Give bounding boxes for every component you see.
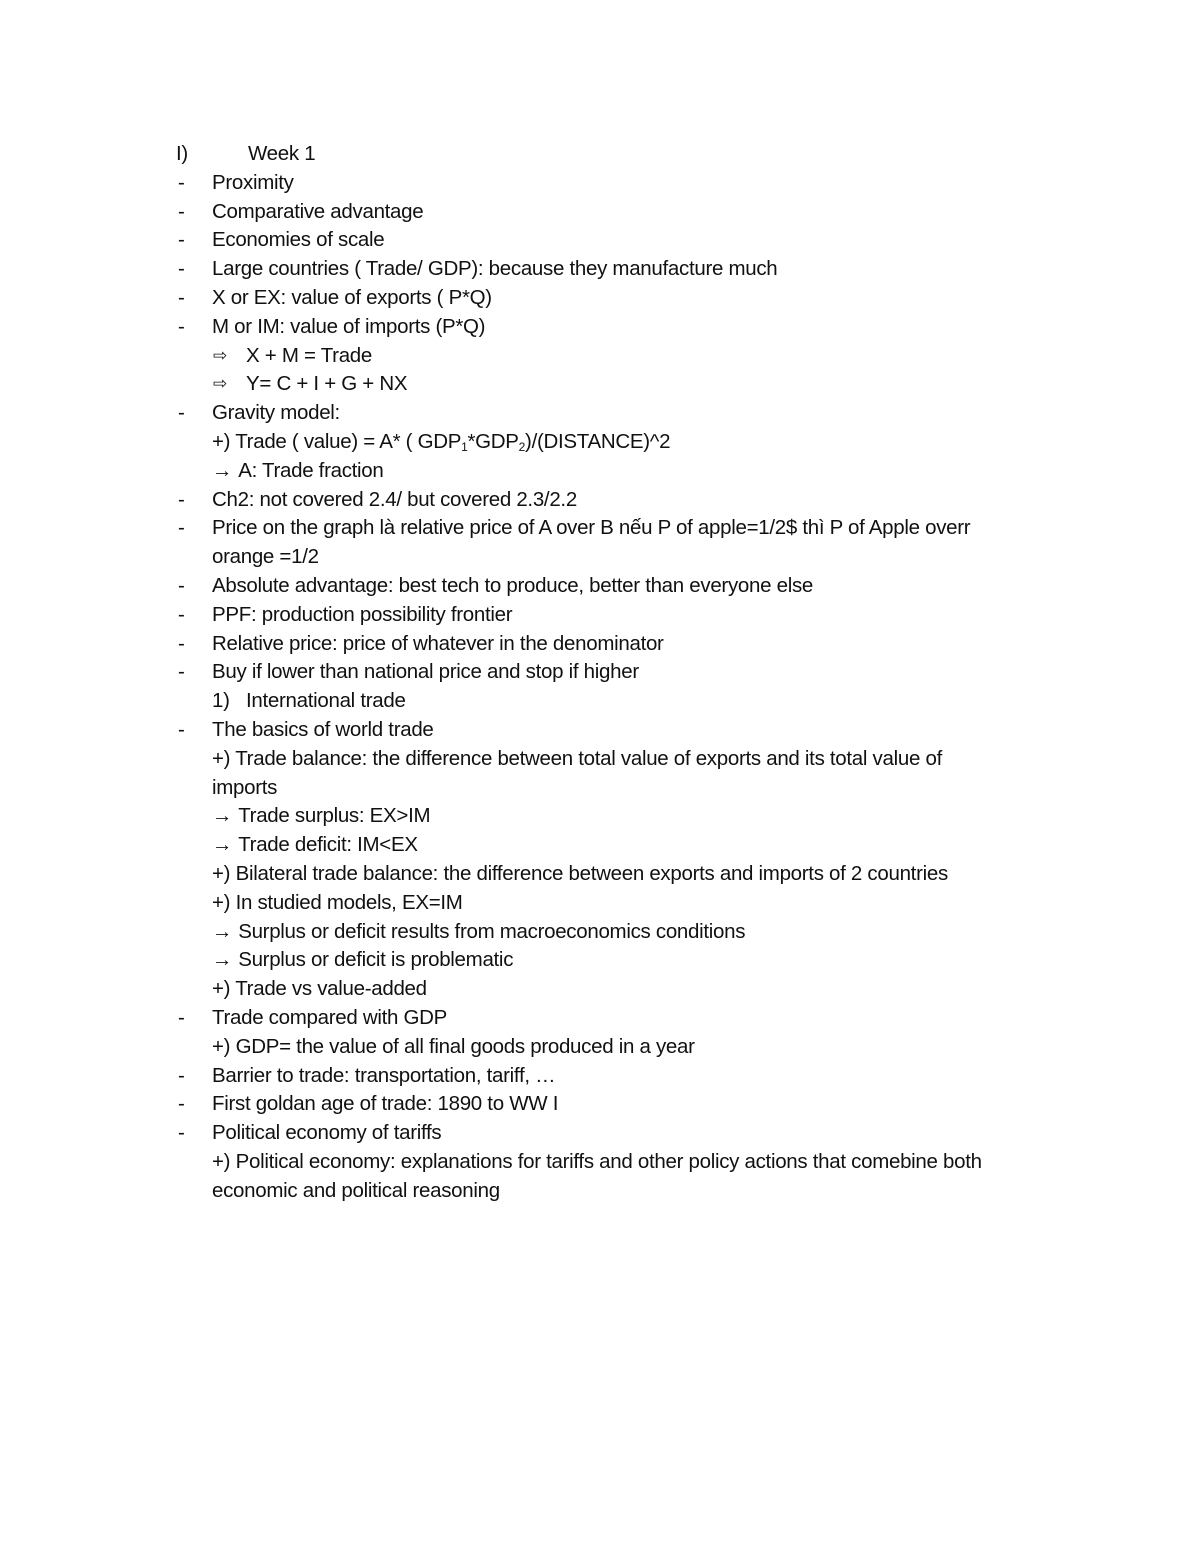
list-item-text: Political economy of tariffs bbox=[212, 1121, 442, 1145]
list-item-text: Price on the graph là relative price of A over B nếu P of apple=1/2$ thì P of Apple overr bbox=[212, 516, 971, 540]
dash-bullet: - bbox=[178, 314, 185, 338]
right-arrow-icon: → bbox=[212, 919, 233, 943]
list-item bbox=[176, 255, 1076, 284]
list-item bbox=[176, 514, 1076, 543]
list-item-text: Ch2: not covered 2.4/ but covered 2.3/2.2 bbox=[212, 487, 577, 511]
list-item bbox=[176, 716, 1076, 745]
arrow-note bbox=[176, 946, 1076, 975]
formula-part: )/(DISTANCE)^2 bbox=[525, 429, 671, 453]
dash-bullet: - bbox=[178, 516, 185, 540]
list-item-text: Buy if lower than national price and stop if higher bbox=[212, 660, 639, 684]
arrow-sub-item-text: Y= C + I + G + NX bbox=[246, 372, 408, 396]
dash-bullet: - bbox=[178, 573, 185, 597]
list-item bbox=[176, 658, 1076, 687]
plus-note-text: +) In studied models, EX=IM bbox=[212, 890, 463, 914]
list-item bbox=[176, 601, 1076, 630]
dash-bullet: - bbox=[178, 1005, 185, 1029]
formula-subscript: 1 bbox=[461, 439, 468, 454]
dash-bullet: - bbox=[178, 717, 185, 741]
dash-bullet: - bbox=[178, 257, 185, 281]
right-arrow-icon: → bbox=[212, 948, 233, 972]
dash-bullet: - bbox=[178, 1063, 185, 1087]
plus-note bbox=[176, 1033, 1076, 1062]
numbered-item bbox=[176, 687, 1076, 716]
list-item-text: Trade compared with GDP bbox=[212, 1005, 448, 1029]
right-arrow-icon: → bbox=[212, 458, 233, 482]
list-item-text: Relative price: price of whatever in the denominator bbox=[212, 631, 664, 655]
list-item-text: X or EX: value of exports ( P*Q) bbox=[212, 285, 492, 309]
dash-bullet: - bbox=[178, 631, 185, 655]
dash-bullet: - bbox=[178, 1121, 185, 1145]
dash-bullet: - bbox=[178, 228, 185, 252]
list-item bbox=[176, 399, 1076, 428]
list-item-text: Proximity bbox=[212, 170, 294, 194]
arrow-sub-item bbox=[176, 342, 1076, 371]
arrow-note-text: Trade surplus: EX>IM bbox=[238, 804, 431, 828]
arrow-note-text: Surplus or deficit results from macroeconomics conditions bbox=[238, 919, 746, 943]
list-item-text: Comparative advantage bbox=[212, 199, 424, 223]
plus-note-text: +) Trade balance: the difference between total value of exports and its total value of bbox=[212, 746, 942, 770]
arrow-sub-item-text: X + M = Trade bbox=[246, 343, 372, 367]
list-item bbox=[176, 1119, 1076, 1148]
dash-bullet: - bbox=[178, 401, 185, 425]
dash-bullet: - bbox=[178, 487, 185, 511]
right-arrow-icon: → bbox=[212, 833, 233, 857]
arrow-note-text: Surplus or deficit is problematic bbox=[238, 948, 514, 972]
gravity-formula-line bbox=[176, 428, 1076, 457]
list-item-continuation bbox=[176, 543, 1076, 572]
list-item-text: PPF: production possibility frontier bbox=[212, 602, 513, 626]
list-item bbox=[176, 572, 1076, 601]
continuation-text: economic and political reasoning bbox=[212, 1178, 500, 1202]
plus-note-text: +) GDP= the value of all final goods produced in a year bbox=[212, 1034, 695, 1058]
heading-text: Week 1 bbox=[248, 142, 316, 165]
list-item-text: Gravity model: bbox=[212, 401, 340, 425]
section-heading bbox=[176, 140, 1076, 169]
arrow-note bbox=[176, 831, 1076, 860]
numbered-marker: 1) bbox=[212, 689, 230, 713]
arrow-note-text: A: Trade fraction bbox=[238, 458, 384, 482]
plus-note bbox=[176, 860, 1076, 889]
arrow-note-content bbox=[212, 946, 513, 975]
document-body bbox=[176, 140, 1076, 1205]
list-item-text: The basics of world trade bbox=[212, 717, 434, 741]
dash-bullet: - bbox=[178, 1092, 185, 1116]
formula-part: +) Trade ( value) = A* ( GDP bbox=[212, 429, 462, 453]
list-item bbox=[176, 486, 1076, 515]
arrow-note-content bbox=[212, 457, 384, 486]
list-item bbox=[176, 1062, 1076, 1091]
plus-note bbox=[176, 745, 1076, 774]
list-item bbox=[176, 284, 1076, 313]
list-item bbox=[176, 1090, 1076, 1119]
numbered-item-text: International trade bbox=[246, 689, 406, 713]
plus-note-text: +) Political economy: explanations for tariffs and other policy actions that comebine both bbox=[212, 1149, 982, 1173]
list-item bbox=[176, 630, 1076, 659]
plus-note bbox=[176, 1148, 1076, 1177]
list-item-text: Economies of scale bbox=[212, 228, 385, 252]
list-item-text: M or IM: value of imports (P*Q) bbox=[212, 314, 486, 338]
plus-note-text: +) Bilateral trade balance: the difference between exports and imports of 2 countries bbox=[212, 861, 948, 885]
heading-marker: I) bbox=[176, 142, 188, 165]
list-item-text: First goldan age of trade: 1890 to WW I bbox=[212, 1092, 559, 1116]
right-arrow-icon: → bbox=[212, 804, 233, 828]
plus-note-text: +) Trade vs value-added bbox=[212, 977, 427, 1001]
list-item bbox=[176, 1004, 1076, 1033]
arrow-sub-item bbox=[176, 370, 1076, 399]
dash-bullet: - bbox=[178, 285, 185, 309]
arrow-note-content bbox=[212, 802, 430, 831]
continuation-text: imports bbox=[212, 775, 278, 799]
formula-subscript: 2 bbox=[518, 439, 526, 454]
arrow-note bbox=[176, 802, 1076, 831]
list-item bbox=[176, 226, 1076, 255]
list-item bbox=[176, 169, 1076, 198]
arrow-note-content bbox=[212, 831, 418, 860]
continuation-text: orange =1/2 bbox=[212, 545, 319, 569]
plus-note-continuation bbox=[176, 1177, 1076, 1206]
plus-note-continuation bbox=[176, 774, 1076, 803]
gravity-formula bbox=[212, 428, 670, 457]
arrow-note bbox=[176, 457, 1076, 486]
dash-bullet: - bbox=[178, 602, 185, 626]
dash-bullet: - bbox=[178, 199, 185, 223]
list-item bbox=[176, 313, 1076, 342]
list-item-text: Large countries ( Trade/ GDP): because they manufacture much bbox=[212, 257, 778, 281]
list-item-text: Barrier to trade: transportation, tariff, … bbox=[212, 1063, 556, 1087]
list-item-text: Absolute advantage: best tech to produce, better than everyone else bbox=[212, 573, 814, 597]
list-item bbox=[176, 198, 1076, 227]
formula-part: *GDP bbox=[467, 429, 519, 453]
arrow-note-content bbox=[212, 918, 745, 947]
arrow-note-text: Trade deficit: IM<EX bbox=[238, 833, 418, 857]
plus-note bbox=[176, 889, 1076, 918]
arrow-note bbox=[176, 918, 1076, 947]
dash-bullet: - bbox=[178, 170, 185, 194]
hollow-arrow-icon: ⇨ bbox=[213, 345, 227, 365]
plus-note bbox=[176, 975, 1076, 1004]
hollow-arrow-icon: ⇨ bbox=[213, 374, 227, 394]
dash-bullet: - bbox=[178, 660, 185, 684]
